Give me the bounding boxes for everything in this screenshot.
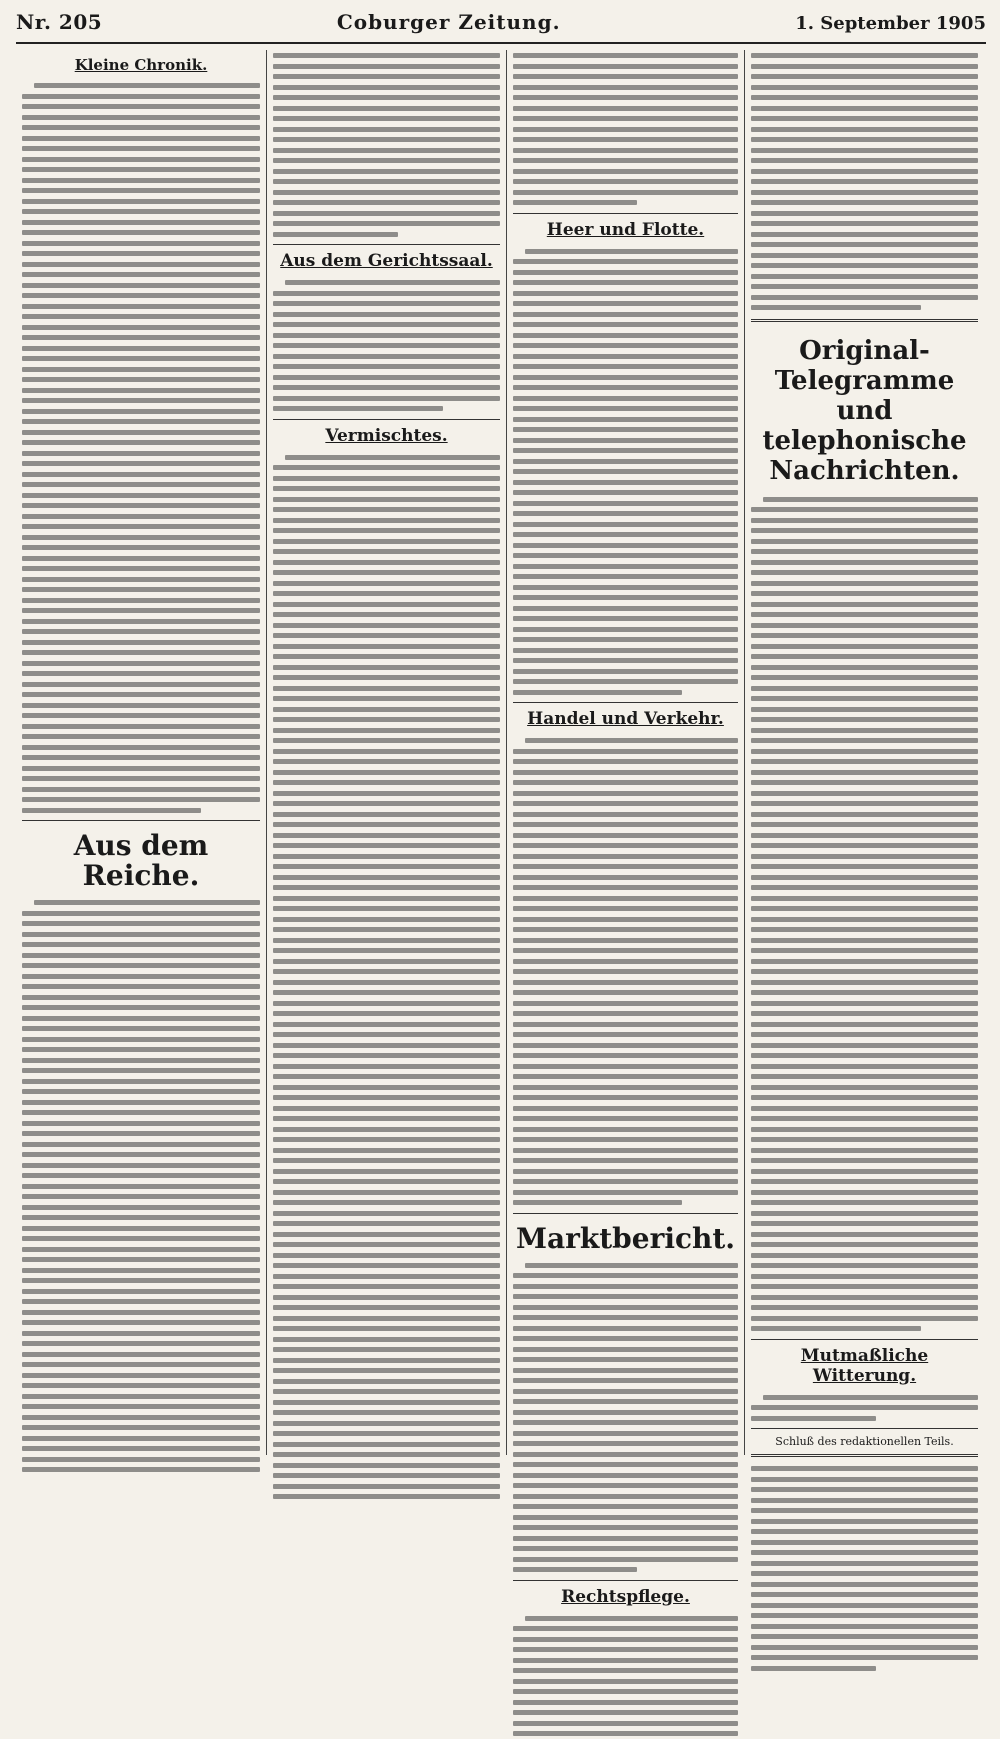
article-text bbox=[273, 452, 500, 1502]
article-text bbox=[751, 50, 978, 313]
article-text bbox=[751, 494, 978, 1334]
section-heading-aus-dem-reiche: Aus dem Reiche. bbox=[73, 829, 209, 892]
article-text bbox=[751, 1392, 978, 1424]
article-text bbox=[22, 897, 260, 1475]
article-text bbox=[513, 50, 738, 208]
article-text bbox=[513, 1260, 738, 1575]
section-heading-marktbericht: Marktbericht. bbox=[515, 1221, 736, 1255]
issue-number: Nr. 205 bbox=[16, 10, 103, 34]
masthead bbox=[16, 10, 986, 44]
column-2 bbox=[266, 50, 506, 1455]
article-text bbox=[513, 735, 738, 1208]
section-heading-heer-und-flotte: Heer und Flotte. bbox=[546, 219, 705, 240]
article-text bbox=[273, 50, 500, 239]
article-text bbox=[22, 80, 260, 815]
article-text bbox=[273, 277, 500, 414]
advertisement-text bbox=[751, 1463, 978, 1673]
column-1 bbox=[16, 50, 266, 1455]
article-text bbox=[513, 1613, 738, 1739]
issue-date: 1. September 1905 bbox=[795, 13, 986, 34]
column-3 bbox=[506, 50, 744, 1607]
article-text bbox=[513, 246, 738, 698]
section-heading-handel-und-verkehr: Handel und Verkehr. bbox=[527, 709, 724, 729]
article-columns bbox=[16, 50, 986, 1607]
section-heading-kleine-chronik: Kleine Chronik. bbox=[74, 56, 208, 74]
newspaper-title: Coburger Zeitung. bbox=[336, 10, 561, 34]
section-heading-original-telegramme: Original-Telegramme und telephonische Nachrichten. bbox=[762, 335, 967, 486]
section-heading-vermischtes: Vermischtes. bbox=[325, 425, 448, 446]
section-heading-witterung: Mutmaßliche Witterung. bbox=[800, 1345, 929, 1386]
column-4 bbox=[744, 50, 984, 1455]
section-heading-rechtspflege: Rechtspflege. bbox=[561, 1586, 690, 1607]
editorial-end-note: Schluß des redaktionellen Teils. bbox=[775, 1435, 954, 1448]
section-heading-gerichtssaal: Aus dem Gerichtssaal. bbox=[280, 251, 493, 271]
